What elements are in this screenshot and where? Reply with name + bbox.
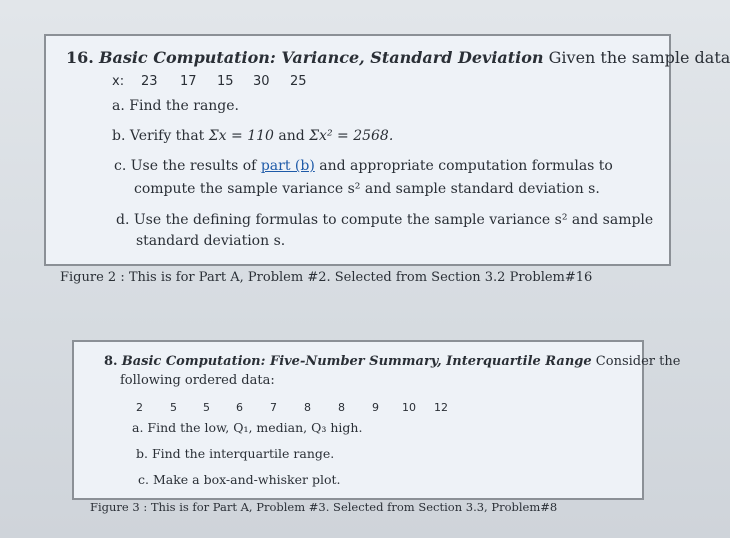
data-value: 10	[402, 401, 416, 414]
data-value: 9	[372, 401, 379, 414]
data-value: 23	[141, 74, 158, 89]
data-value: 30	[253, 74, 270, 89]
data-value: 12	[434, 401, 448, 414]
problem-16-title: Basic Computation: Variance, Standard Deviation	[98, 48, 544, 67]
problem-8-title: Basic Computation: Five-Number Summary, Interquartile Range	[121, 354, 592, 369]
data-value: 15	[217, 74, 234, 89]
problem-16-part-b: b. Verify that Σx = 110 and Σx² = 2568.	[112, 128, 394, 144]
problem-16-part-c-line2: compute the sample variance s² and sample standard deviation s.	[134, 181, 600, 197]
problem-8-part-b: b. Find the interquartile range.	[136, 446, 335, 461]
data-value: 8	[338, 401, 345, 414]
problem-16-part-d-line2: standard deviation s.	[136, 233, 286, 249]
problem-8-heading	[104, 354, 680, 369]
problem-8-part-c: c. Make a box-and-whisker plot.	[138, 472, 341, 487]
problem-8-part-a: a. Find the low, Q₁, median, Q₃ high.	[132, 420, 363, 435]
part-b-link[interactable]: part (b)	[260, 158, 315, 174]
data-value: 17	[180, 74, 197, 89]
sum-x-squared: Σx² = 2568.	[309, 128, 394, 144]
problem-16-part-c-line1: c. Use the results of part (b) and appropriate computation formulas to	[114, 158, 613, 174]
problem-16-part-a: a. Find the range.	[112, 98, 239, 114]
data-value: 6	[236, 401, 243, 414]
problem-8-intro: Consider the	[595, 354, 681, 369]
problem-8-intro-line2: following ordered data:	[120, 373, 275, 388]
data-value: 7	[270, 401, 277, 414]
problem-16-heading	[66, 48, 730, 67]
figure-3-caption: Figure 3 : This is for Part A, Problem #3. Selected from Section 3.3, Problem#8	[90, 500, 558, 514]
problem-16-number: 16.	[66, 48, 94, 67]
problem-16-box	[44, 34, 671, 266]
data-value: 5	[170, 401, 177, 414]
problem-16-part-d-line1: d. Use the defining formulas to compute the sample variance s² and sample	[116, 212, 654, 228]
data-value: 5	[203, 401, 210, 414]
data-value: 8	[304, 401, 311, 414]
sum-x: Σx = 110	[208, 128, 274, 144]
data-value: 25	[290, 74, 307, 89]
data-value: 2	[136, 401, 143, 414]
figure-2-caption: Figure 2 : This is for Part A, Problem #2. Selected from Section 3.2 Problem#16	[60, 270, 593, 285]
problem-16-data-label: x:	[112, 74, 125, 89]
problem-16-intro: Given the sample data	[548, 48, 730, 67]
problem-8-number: 8.	[104, 354, 118, 369]
